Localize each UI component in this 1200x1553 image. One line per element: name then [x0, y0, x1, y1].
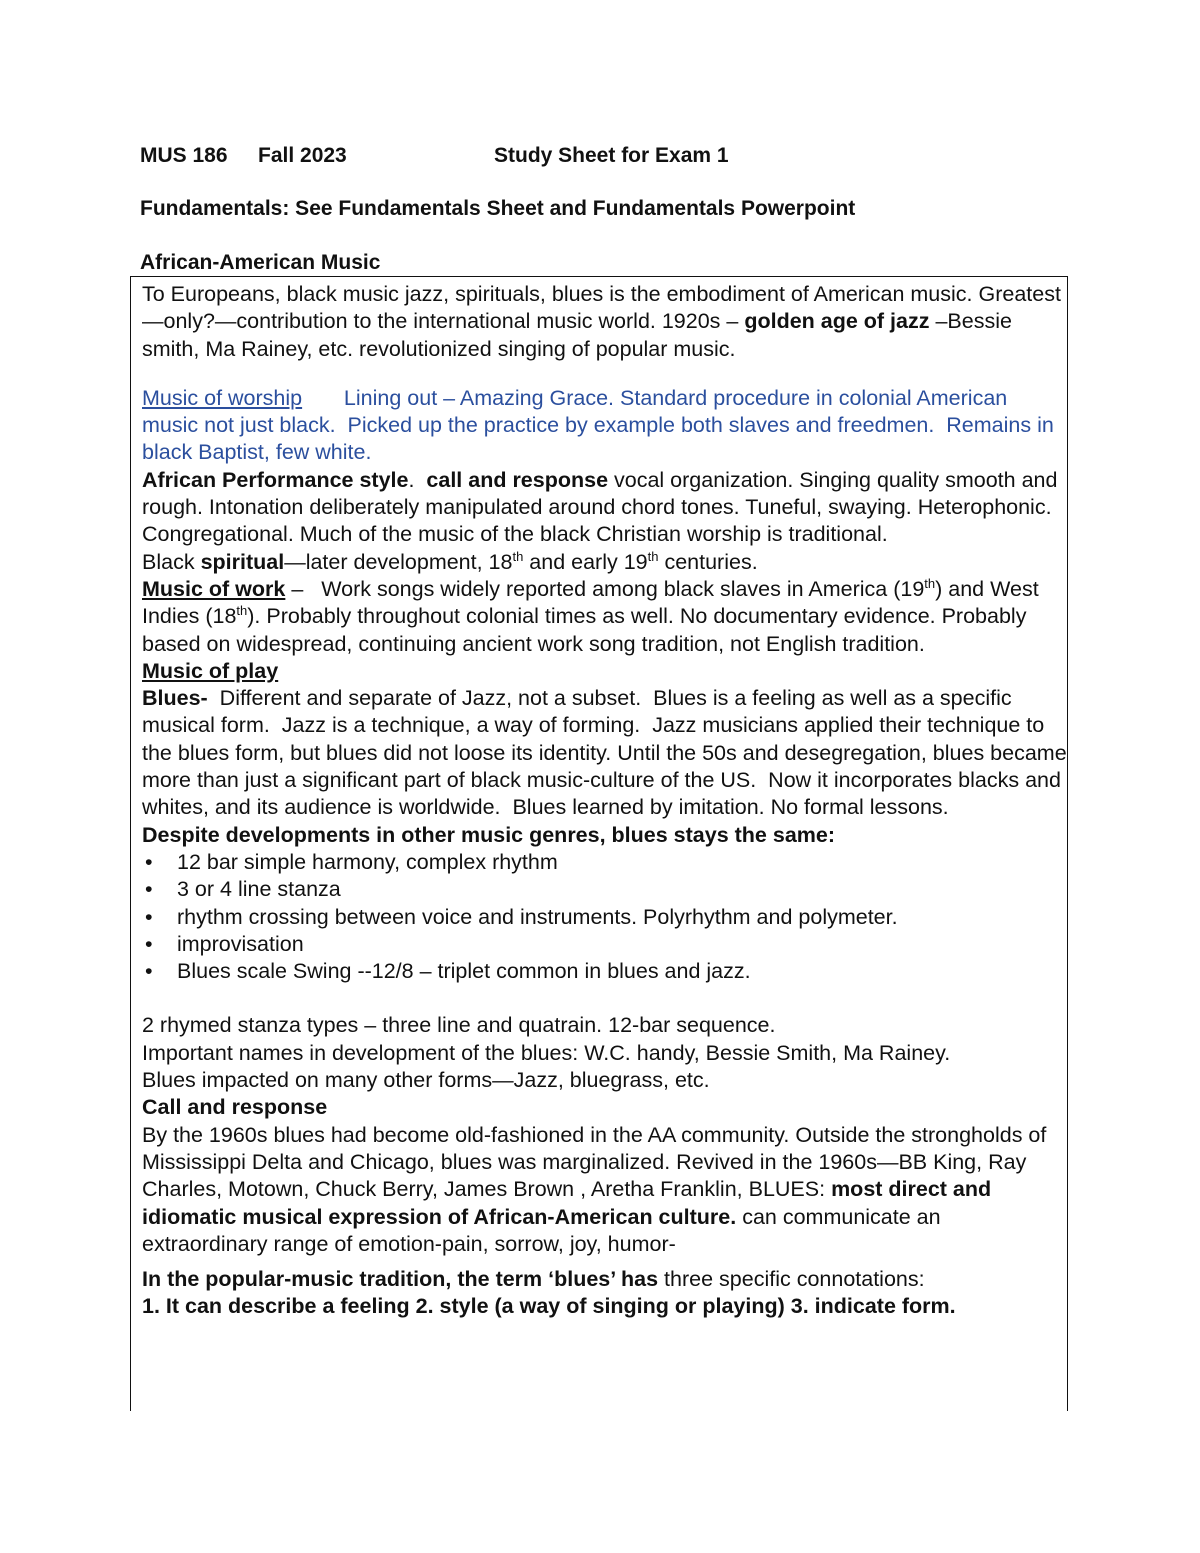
call-response-heading	[142, 1094, 1067, 1121]
call-response-term: call and response	[426, 467, 609, 492]
play-heading	[142, 658, 1067, 685]
sixties-text: By the 1960s blues had become old-fashioned in the AA community. Outside the strongholds of Mississippi Delta and Chicago, blues was marginalized. Revived in the 1960s—BB King, Ray Charles, Motown, Chuck Berry, James Brown , Aretha Franklin, BLUES:	[142, 1122, 1047, 1202]
spiritual-term: spiritual	[200, 549, 285, 574]
performance-sep: .	[408, 467, 427, 492]
bullet-icon: •	[145, 931, 153, 956]
bullet-icon: •	[145, 877, 153, 902]
term: Fall 2023	[258, 144, 347, 167]
stanza-line: 2 rhymed stanza types – three line and quatrain. 12-bar sequence.	[142, 1013, 776, 1038]
popular-paragraph	[142, 1266, 1067, 1293]
blues-text: Different and separate of Jazz, not a subset. Blues is a feeling as well as a specific musical form. Jazz is a technique, a way of forming. Jazz musicians applied their technique to the blues form, but blues did not loose its identity. Until the 50s and desegregation, blues became more than just a significant part of black music-culture of the US. Now it incorporates blacks and whites, and its audience is worldwide. Blues learned by imitation. No formal lessons.	[142, 686, 1073, 820]
spiritual-paragraph	[142, 549, 1067, 576]
list-item	[142, 849, 1067, 876]
connotations-line	[142, 1293, 1067, 1320]
intro-paragraph	[142, 281, 1067, 363]
blues-paragraph	[142, 685, 1073, 821]
work-paragraph	[142, 576, 1067, 658]
despite-text: Despite developments in other music genres, blues stays the same:	[142, 822, 836, 847]
work-text-1: – Work songs widely reported among black slaves in America (19	[285, 576, 925, 601]
list-item-text: 3 or 4 line stanza	[177, 877, 341, 902]
blues-term: Blues-	[142, 686, 208, 711]
popular-text: three specific connotations:	[658, 1267, 925, 1292]
blues-features-list	[142, 849, 1067, 985]
bullet-icon: •	[145, 904, 153, 929]
sixties-text-end: can communicate an extraordinary range of emotion-pain, sorrow, joy, humor-	[142, 1204, 941, 1256]
bullet-icon: •	[145, 849, 153, 874]
list-item-text: 12 bar simple harmony, complex rhythm	[177, 849, 558, 874]
despite-heading	[142, 822, 1067, 849]
spiritual-text-2: and early 19	[523, 549, 648, 574]
blues-definition: most direct and idiomatic musical expression of African-American culture.	[142, 1177, 992, 1229]
notes-box	[130, 276, 1073, 1411]
fundamentals-line: Fundamentals: See Fundamentals Sheet and Fundamentals Powerpoint	[140, 197, 856, 220]
music-of-work-term: Music of work	[142, 576, 286, 601]
ordinal-suffix: th	[236, 603, 248, 619]
music-of-play-term: Music of play	[142, 658, 279, 683]
ordinal-suffix: th	[512, 548, 524, 564]
list-item-text: rhythm crossing between voice and instruments. Polyrhythm and polymeter.	[177, 904, 898, 929]
sixties-paragraph	[142, 1122, 1067, 1258]
work-text-2: ) and West Indies (18	[142, 576, 1039, 629]
impact-line: Blues impacted on many other forms—Jazz, bluegrass, etc.	[142, 1068, 710, 1093]
performance-paragraph	[142, 467, 1067, 549]
list-item	[142, 931, 1067, 958]
intro-text-end: –Bessie smith, Ma Rainey, etc. revolutionized singing of popular music.	[142, 309, 1012, 361]
document-title: Study Sheet for Exam 1	[494, 144, 729, 167]
ordinal-suffix: th	[924, 575, 936, 591]
spiritual-text-3: centuries.	[658, 549, 758, 574]
list-item-text: Blues scale Swing --12/8 – triplet common in blues and jazz.	[177, 959, 751, 984]
worship-paragraph	[142, 385, 1067, 467]
work-text-3: ). Probably throughout colonial times as well. No documentary evidence. Probably based on widespread, continuing ancient work song tradition, not English tradition.	[142, 604, 1027, 656]
performance-style-term: African Performance style	[142, 467, 409, 492]
names-line: Important names in development of the blues: W.C. handy, Bessie Smith, Ma Rainey.	[142, 1040, 951, 1065]
worship-text: Lining out – Amazing Grace. Standard procedure in colonial American music not just black. Picked up the practice by example both slaves and freedmen. Remains in black Baptist, few white.	[142, 385, 1060, 465]
ordinal-suffix: th	[647, 548, 659, 564]
golden-age-term: golden age of jazz	[744, 309, 930, 334]
course-code: MUS 186	[140, 144, 228, 167]
spiritual-prefix: Black	[142, 549, 201, 574]
popular-bold: In the popular-music tradition, the term ‘blues’ has	[142, 1267, 659, 1292]
intro-text: To Europeans, black music jazz, spirituals, blues is the embodiment of American music. Greatest—only?—contribution to the international music world. 1920s –	[142, 282, 1061, 334]
call-response-text: Call and response	[142, 1095, 328, 1120]
section-heading: African-American Music	[140, 251, 381, 274]
bullet-icon: •	[145, 959, 153, 984]
spiritual-text-1: —later development, 18	[284, 549, 513, 574]
list-item	[142, 876, 1067, 903]
list-item	[142, 904, 1067, 931]
music-of-worship-link[interactable]: Music of worship	[142, 385, 303, 410]
connotations-text: 1. It can describe a feeling 2. style (a way of singing or playing) 3. indicate form.	[142, 1294, 956, 1319]
performance-text: vocal organization. Singing quality smooth and rough. Intonation deliberately manipulated around chord tones. Tuneful, swaying. Heterophonic. Congregational. Much of the music of the black Christian worship is traditional.	[142, 467, 1058, 547]
list-item-text: improvisation	[177, 931, 304, 956]
list-item	[142, 958, 1067, 985]
